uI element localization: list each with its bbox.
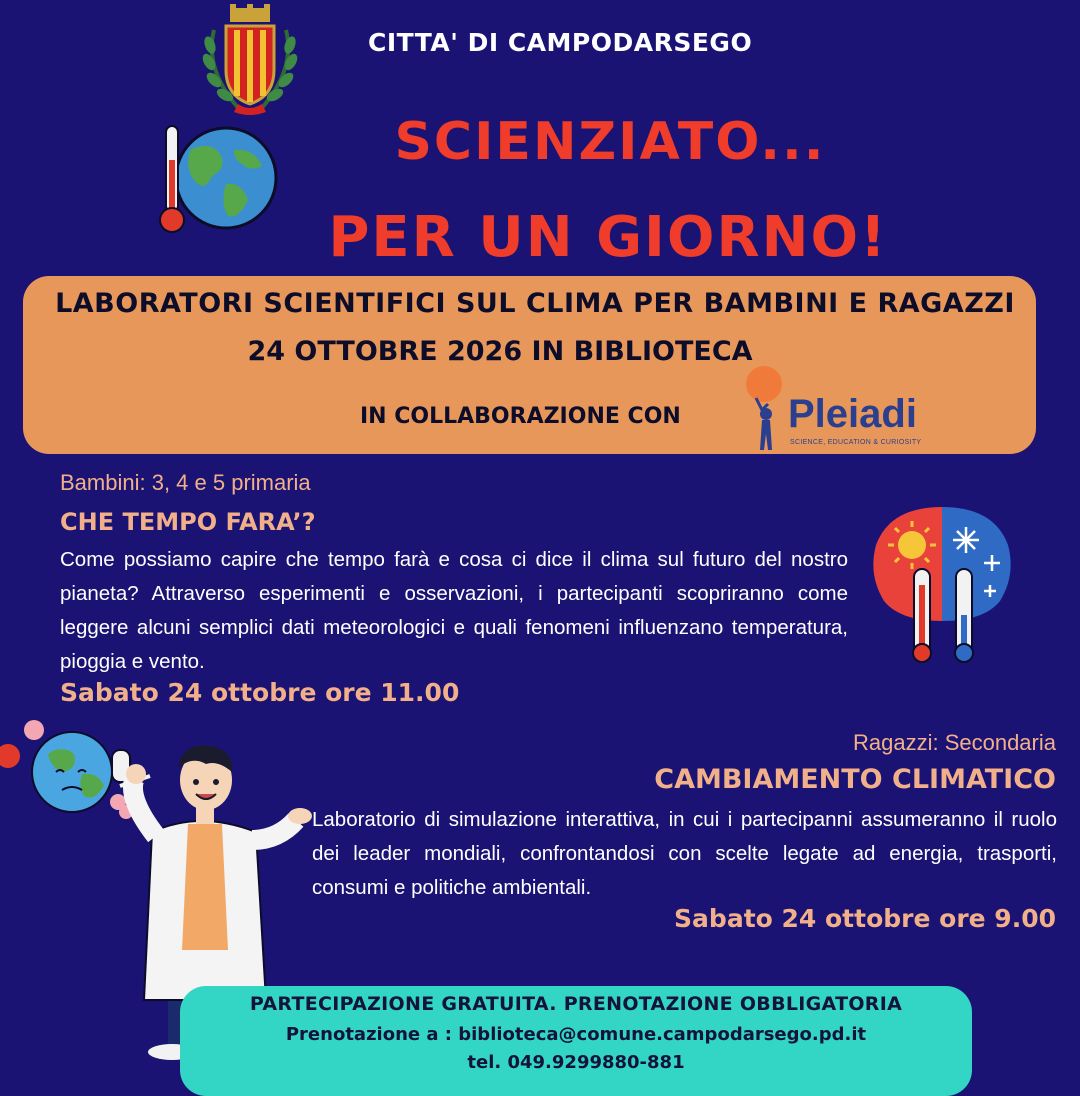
- pleiadi-tagline: SCIENCE, EDUCATION & CURIOSITY: [790, 439, 922, 446]
- teens-description: Laboratorio di simulazione interattiva, in cui i partecipanni assumeranno il ruolo dei leader mondiali, confrontandosi con scelte legate ad energia, trasporti, consumi e politiche ambientali.: [312, 808, 1057, 899]
- coat-of-arms-icon: [200, 0, 300, 120]
- booking-notice: PARTECIPAZIONE GRATUITA. PRENOTAZIONE OBBLIGATORIA: [249, 993, 903, 1015]
- booking-email[interactable]: Prenotazione a : biblioteca@comune.campodarsego.pd.it: [285, 1024, 867, 1045]
- teens-label: Ragazzi: Secondaria: [852, 730, 1056, 755]
- band-subtitle: LABORATORI SCIENTIFICI SUL CLIMA PER BAMBINI E RAGAZZI: [55, 288, 1015, 319]
- pleiadi-wordmark: Pleiadi: [788, 392, 917, 436]
- booking-phone[interactable]: tel. 049.9299880-881: [467, 1052, 685, 1073]
- main-title-line2: PER UN GIORNO!: [328, 205, 888, 270]
- teens-date: Sabato 24 ottobre ore 9.00: [674, 904, 1056, 933]
- pleiadi-logo: [740, 364, 940, 454]
- band-date: 24 OTTOBRE 2026 IN BIBLIOTECA: [247, 336, 753, 367]
- teens-heading: CAMBIAMENTO CLIMATICO: [654, 764, 1056, 795]
- city-title: CITTA' DI CAMPODARSEGO: [368, 28, 753, 57]
- main-title-line1: SCIENZIATO...: [394, 112, 826, 172]
- kids-label: Bambini: 3, 4 e 5 primaria: [60, 470, 311, 495]
- band-collab: IN COLLABORAZIONE CON: [360, 404, 681, 429]
- hot-cold-thermometers-icon: [870, 505, 1015, 665]
- kids-date: Sabato 24 ottobre ore 11.00: [60, 678, 460, 707]
- kids-heading: CHE TEMPO FARA’?: [60, 508, 316, 536]
- kids-description: Come possiamo capire che tempo farà e cosa ci dice il clima sul futuro del nostro pianeta? Attraverso esperimenti e osservazioni, i partecipanti scopriranno come leggere alcuni semplici dati meteorologici e quali fenomeni influenzano temperatura, pioggia e vento.: [60, 548, 848, 673]
